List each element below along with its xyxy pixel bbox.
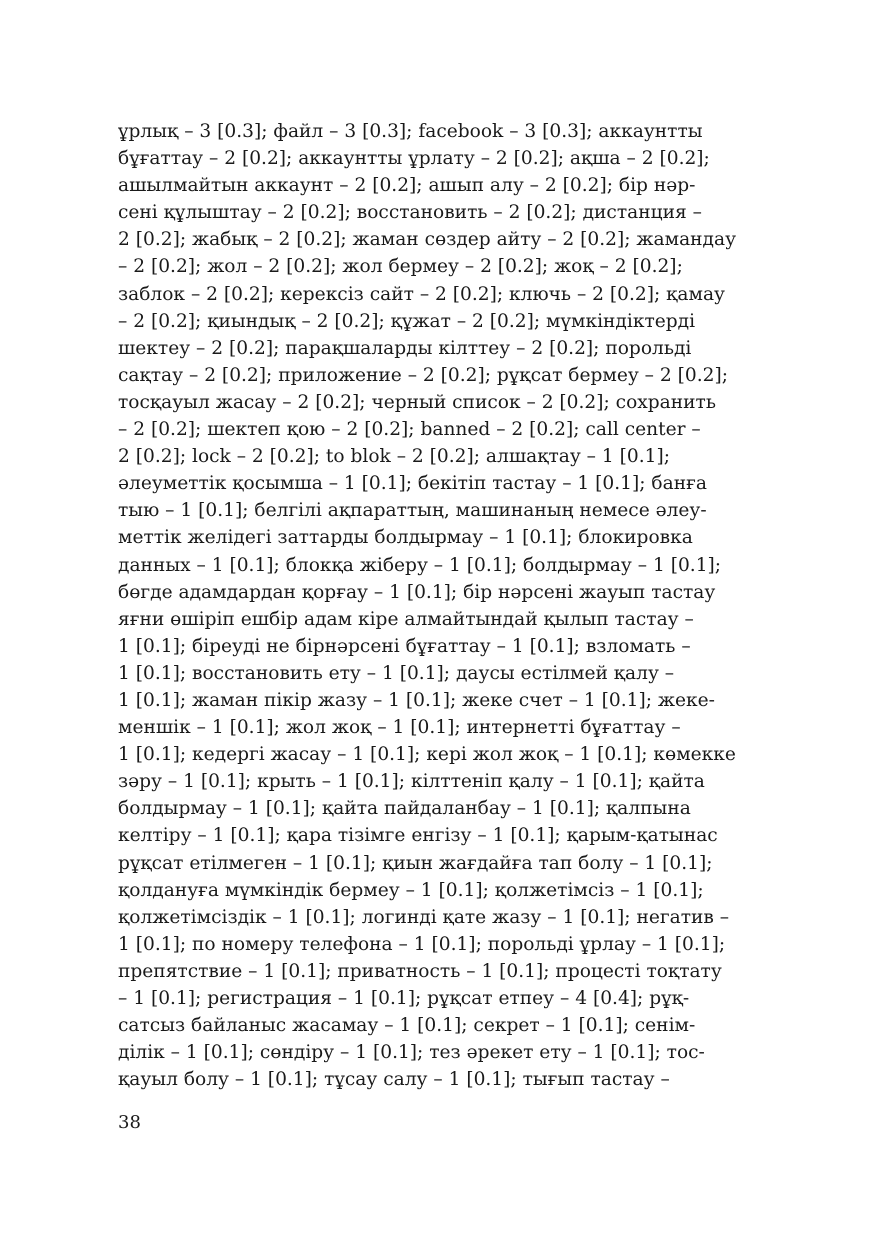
text-line: 1 [0.1]; біреуді не бірнәрсені бұғаттау – 1 [0.1]; взломать – — [118, 635, 691, 657]
text-line: – 1 [0.1]; регистрация – 1 [0.1]; рұқсат етпеу – 4 [0.4]; рұқ- — [118, 988, 690, 1009]
text-line: тосқауыл жасау – 2 [0.2]; черный список – 2 [0.2]; сохранить — [118, 391, 716, 413]
text-line: қолдануға мүмкіндік бермеу – 1 [0.1]; қолжетімсіз – 1 [0.1]; — [118, 879, 704, 901]
text-line: 1 [0.1]; по номеру телефона – 1 [0.1]; порольді ұрлау – 1 [0.1]; — [118, 933, 726, 955]
text-line: тыю – 1 [0.1]; белгілі ақпараттың, машинаның немесе әлеу- — [118, 500, 707, 522]
text-line: 2 [0.2]; жабық – 2 [0.2]; жаман сөздер айту – 2 [0.2]; жамандау — [118, 229, 737, 251]
text-line: – 2 [0.2]; қиындық – 2 [0.2]; құжат – 2 [0.2]; мүмкіндіктерді — [118, 310, 696, 332]
text-line: бұғаттау – 2 [0.2]; аккаунтты ұрлату – 2 [0.2]; ақша – 2 [0.2]; — [118, 148, 710, 170]
text-line: – 2 [0.2]; шектеп қою – 2 [0.2]; banned – 2 [0.2]; call center – — [118, 419, 701, 441]
text-line: сақтау – 2 [0.2]; приложение – 2 [0.2]; рұқсат бермеу – 2 [0.2]; — [118, 364, 728, 386]
text-line: сатсыз байланыс жасамау – 1 [0.1]; секрет – 1 [0.1]; сенім- — [118, 1015, 696, 1037]
text-line: 1 [0.1]; жаман пікір жазу – 1 [0.1]; жеке счет – 1 [0.1]; жеке- — [118, 689, 715, 711]
body-text — [118, 118, 756, 1093]
text-line: меншік – 1 [0.1]; жол жоқ – 1 [0.1]; интернетті бұғаттау – — [118, 717, 681, 739]
text-line: ұрлық – 3 [0.3]; файл – 3 [0.3]; facebook – 3 [0.3]; аккаунтты — [118, 121, 703, 142]
text-line: зәру – 1 [0.1]; крыть – 1 [0.1]; кілттеніп қалу – 1 [0.1]; қайта — [118, 771, 705, 793]
text-line: 1 [0.1]; восстановить ету – 1 [0.1]; даусы естілмей қалу – — [118, 662, 675, 684]
text-line: 1 [0.1]; кедергі жасау – 1 [0.1]; кері жол жоқ – 1 [0.1]; көмекке — [118, 744, 736, 766]
text-line: әлеуметтік қосымша – 1 [0.1]; бекітіп тастау – 1 [0.1]; банға — [118, 473, 707, 495]
page-number: 38 — [118, 1112, 141, 1133]
text-line: заблок – 2 [0.2]; керексіз сайт – 2 [0.2]; ключь – 2 [0.2]; қамау — [118, 283, 726, 305]
text-line: сені құлыштау – 2 [0.2]; восстановить – 2 [0.2]; дистанция – — [118, 202, 702, 224]
text-line: қауыл болу – 1 [0.1]; тұсау салу – 1 [0.1]; тығып тастау – — [118, 1069, 670, 1091]
text-line: – 2 [0.2]; жол – 2 [0.2]; жол бермеу – 2 [0.2]; жоқ – 2 [0.2]; — [118, 256, 683, 278]
text-line: яғни өшіріп ешбір адам кіре алмайтындай қылып тастау – — [118, 608, 694, 630]
text-line: келтіру – 1 [0.1]; қара тізімге енгізу – 1 [0.1]; қарым-қатынас — [118, 825, 718, 847]
text-line: бөгде адамдардан қорғау – 1 [0.1]; бір нәрсені жауып тастау — [118, 581, 716, 603]
text-line: ділік – 1 [0.1]; сөндіру – 1 [0.1]; тез әрекет ету – 1 [0.1]; тос- — [118, 1042, 705, 1064]
text-line: ашылмайтын аккаунт – 2 [0.2]; ашып алу – 2 [0.2]; бір нәр- — [118, 175, 696, 197]
text-line: қолжетімсіздік – 1 [0.1]; логинді қате жазу – 1 [0.1]; негатив – — [118, 906, 730, 928]
text-line: данных – 1 [0.1]; блокқа жіберу – 1 [0.1]; болдырмау – 1 [0.1]; — [118, 554, 722, 576]
text-line: болдырмау – 1 [0.1]; қайта пайдаланбау – 1 [0.1]; қалпына — [118, 798, 691, 820]
text-line: меттік желідегі заттарды болдырмау – 1 [0.1]; блокировка — [118, 527, 693, 549]
text-line: препятствие – 1 [0.1]; приватность – 1 [0.1]; процесті тоқтату — [118, 960, 722, 982]
text-line: рұқсат етілмеген – 1 [0.1]; қиын жағдайға тап болу – 1 [0.1]; — [118, 852, 713, 874]
text-line: 2 [0.2]; lock – 2 [0.2]; to blok – 2 [0.2]; алшақтау – 1 [0.1]; — [118, 446, 670, 468]
text-line: шектеу – 2 [0.2]; парақшаларды кілттеу – 2 [0.2]; порольді — [118, 337, 692, 359]
